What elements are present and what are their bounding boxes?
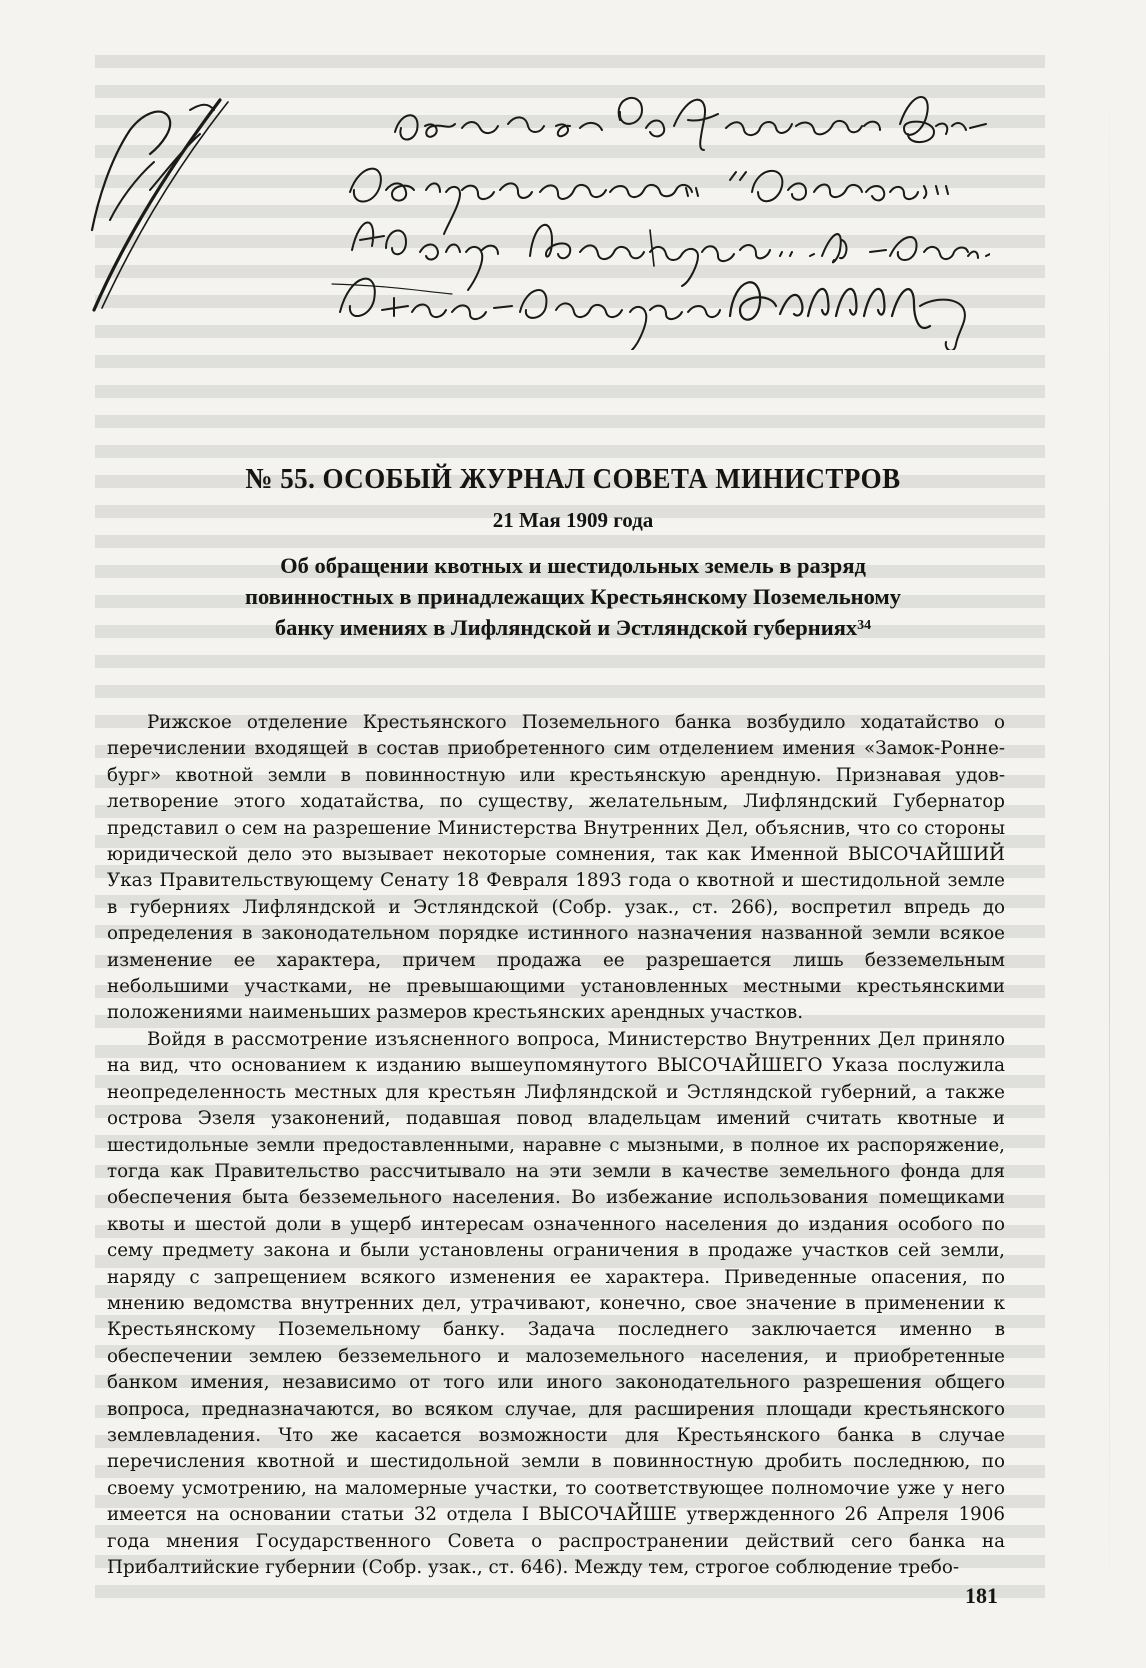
subtitle-line-text: банку имениях в Лифляндской и Эстляндской губерниях xyxy=(274,615,858,640)
journal-heading: № 55. ОСОБЫЙ ЖУРНАЛ СОВЕТА МИНИСТРОВ xyxy=(245,463,901,495)
paragraph: Рижское отделение Крестьянского Поземельного банка возбудило ходатайство о перечислении входящей в состав приобретенного сим отделением имения «Замок-Роннебург» квотной земли в повинностную или крестьянскую арендную. Признавая удовлетворение этого ходатайства, по существу, желательным, Лифляндский Губернатор представил о сем на разрешение Министерства Внутренних Дел, объяснив, что со стороны юридической дело это вызывает некоторые сомнения, так как Именной ВЫСОЧАЙШИЙ Указ Правительствующему Сенату 18 Февраля 1893 года о квотной и шестидольной земле в губерниях Лифляндской и Эстляндской (Собр. узак., ст. 266), воспретил впредь до определения в законодательном порядке истинного назначения названной земли всякое изменение ее характера, причем продажа ее разрешается лишь безземельным небольшими участками, не превышающими установленных местными крестьянскими положениями наименьших размеров крестьянских арендных участков. xyxy=(107,712,1005,1024)
paragraph: Войдя в рассмотрение изъясненного вопроса, Министерство Внутренних Дел приняло на вид, что основанием к изданию вышеупомянутого ВЫСОЧАЙШЕГО Указа послужила неопределенность местных для крестьян Лифляндской и Эстляндской губерний, а также острова Эзеля узаконений, подавшая повод владельцам имений считать квотные и шестидольные земли предоставленными, наравне с мызными, в полное их распоряжение, тогда как Правительство рассчитывало на эти земли в качестве земельного фонда для обеспечения быта безземельного населения. Во избежание использования помещиками квоты и шестой доли в ущерб интересам означенного населения до издания особого по сему предмету закона и были установлены ограничения в продаже участков сей земли, наряду с запрещением всякого изменения ее характера. Приведенные опасения, по мнению ведомства внутренних дел, утрачивают, конечно, свое значение в применении к Крестьянскому Поземельному банку. Задача последнего заключается именно в обеспечении землею безземельного и малоземельного населения, и приобретенные банком имения, независимо от того или иного законодательного разрешения общего вопроса, предназначаются, во всяком случае, для расширения площади крестьянского землевладения. Что же касается возможности для Крестьянского банка в случае перечисления квотной и шестидольной земли в повинностную дробить последнюю, по своему усмотрению, на маломерные участки, то соответствующее полномочие уже у него имеется на основании статьи 32 отдела I ВЫСОЧАЙШЕ утвержденного 26 Апреля 1906 года мнения Государственного Совета о распространении действий сего банка на Прибалтийские губернии (Собр. узак., ст. 646). Между тем, строгое соблюдение требо- xyxy=(107,1028,1005,1578)
page-edge-shadow xyxy=(1109,60,1110,1620)
footnote-ref: 34 xyxy=(857,618,872,633)
page-number: 181 xyxy=(965,1583,998,1608)
subtitle-line: Об обращении квотных и шестидольных земель в разряд xyxy=(280,553,866,578)
subtitle-line: повинностных в принадлежащих Крестьянскому Поземельному xyxy=(244,584,902,609)
handwritten-resolution xyxy=(90,80,990,350)
journal-subtitle xyxy=(190,550,956,643)
subtitle-line xyxy=(190,612,956,643)
journal-date: 21 Мая 1909 года xyxy=(492,508,654,532)
document-body xyxy=(107,710,1005,1581)
